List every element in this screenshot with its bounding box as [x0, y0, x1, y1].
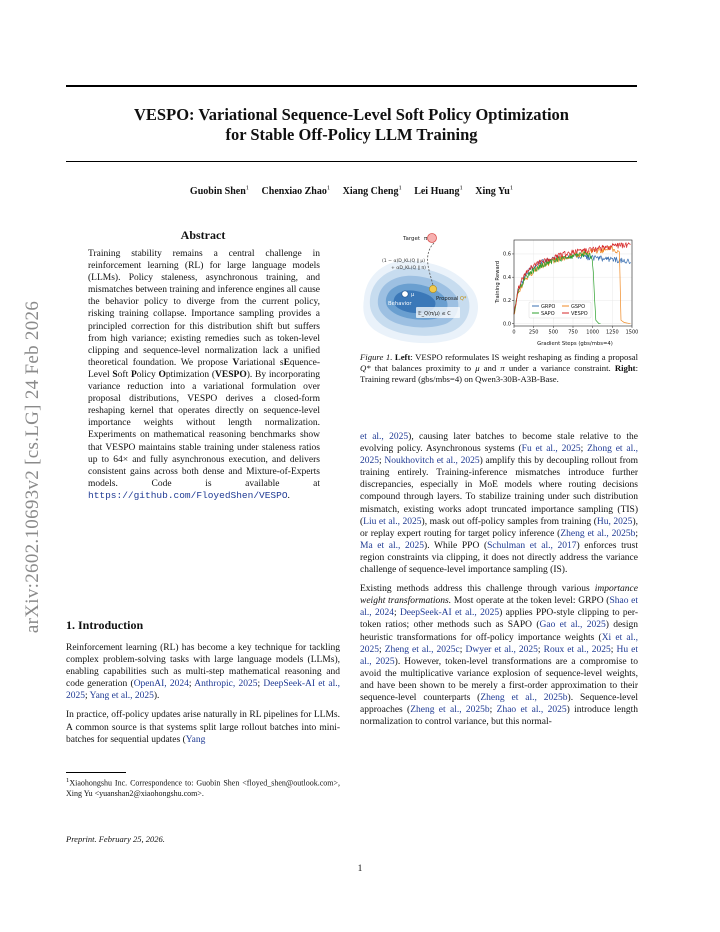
code-link[interactable]: https://github.com/FloyedShen/VESPO — [88, 489, 288, 501]
paper-title-line1: VESPO: Variational Sequence-Level Soft Policy Optimization — [134, 105, 569, 124]
citation[interactable]: Zheng et al., 2025b — [560, 528, 636, 539]
y-tick-label: 0.2 — [503, 298, 511, 305]
intro-body — [66, 642, 340, 746]
citation[interactable]: Liu et al., 2025 — [363, 516, 422, 527]
page-number: 1 — [357, 864, 363, 874]
author-list — [66, 185, 637, 197]
citation[interactable]: Hu et al., 2025 — [360, 644, 638, 667]
citation[interactable]: et al., 2025 — [360, 432, 409, 442]
y-tick-label: 0.0 — [503, 321, 511, 328]
footnote: $^1$Xiaohongshu Inc. Correspondence to: Guobin Shen <floyed_shen@outlook.com>, Xing Yu <yuanshan2@xiaohongshu.com>. — [66, 777, 340, 798]
x-axis-label: Gradient Steps (gbs/mbs=4) — [537, 341, 613, 347]
abstract-body — [88, 248, 320, 502]
citation[interactable]: DeepSeek-AI et al., 2025 — [66, 679, 340, 702]
title-rule-bottom — [66, 161, 637, 162]
chart-legend — [529, 302, 591, 318]
legend-label: SAPO — [541, 310, 555, 317]
author: Lei Huang$^1$ — [414, 185, 463, 198]
citation[interactable]: Fu et al., 2025 — [521, 444, 581, 455]
citation[interactable]: Hu, 2025 — [596, 516, 633, 527]
citation[interactable]: OpenAI, 2024 — [133, 679, 189, 690]
citation[interactable]: Roux et al., 2025 — [543, 644, 611, 655]
proposal-label: Proposal — [436, 296, 459, 302]
behavior-label: Behavior — [388, 301, 412, 307]
citation[interactable]: Dwyer et al., 2025 — [465, 644, 538, 655]
footnote-rule — [66, 772, 126, 773]
intro-paragraph-2: In practice, off-policy updates arise naturally in RL pipelines for LLMs. A common source is that systems split large rollout batches into mini-batches for sequential updates (Yang — [66, 710, 340, 745]
citation[interactable]: Schulman et al., 2017 — [487, 540, 577, 551]
target-point — [428, 234, 437, 243]
figure-diagram — [360, 227, 500, 347]
citation[interactable]: Zheng et al., 2025b — [410, 705, 490, 716]
citation[interactable]: DeepSeek-AI et al., 2025 — [399, 608, 500, 619]
title-rule-top — [66, 85, 637, 87]
citation[interactable]: Zheng et al., 2025b — [480, 692, 568, 703]
behavior-point — [402, 291, 408, 297]
y-axis-label: Training Reward — [495, 260, 501, 304]
figure-caption: Figure 1. Left: VESPO reformulates IS weight reshaping as finding a proposal Q* that balances proximity to μ and π under a variance constraint. Right: Training reward (gbs/mbs=4) on Qwen3-30B-A3B-Base. — [360, 352, 638, 384]
paper-title-line2: for Stable Off-Policy LLM Training — [225, 125, 478, 144]
objective-formula-2: + αD_KL(Q ∥ π) — [391, 266, 426, 271]
x-tick-label: 0 — [512, 329, 516, 336]
chart-axes — [503, 240, 638, 336]
objective-formula-1: (1 − α)D_KL(Q ∥ μ) — [382, 259, 426, 264]
target-symbol: π — [424, 236, 428, 242]
author: Xiang Cheng$^1$ — [342, 185, 402, 198]
abstract-text: Training stability remains a central challenge in reinforcement learning (RL) for large language models (LLMs). Policy staleness, asynchronous training, and mismatches between training and inference engines all cause the behavior policy to diverge from the current policy, risking training collapse. Importance sampling provides a principled correction for this distribution shift but suffers from high variance; existing remedies such as token-level clipping and sequence-level normalization lack a unified theoretical foundation. We propose Variational sEquence-Level Soft Policy Optimization (VESPO). By incorporating variance reduction into a variational formulation over proposal distributions, VESPO derives a closed-form reshaping kernel that operates directly on sequence-level importance weights without length normalization. Experiments on mathematical reasoning benchmarks show that VESPO maintains stable training under staleness ratios up to 64× and fully asynchronous execution, and delivers consistent gains across both dense and Mixture-of-Experts models. Code is available at https://github.com/FloyedShen/VESPO. — [88, 249, 320, 501]
legend-label: GRPO — [541, 303, 556, 310]
citation[interactable]: Yang et al., 2025 — [89, 691, 154, 702]
citation[interactable]: Shao et al., 2024 — [360, 596, 638, 619]
variance-constraint: 𝔼_Q(π/μ) ≤ C — [418, 311, 451, 317]
behavior-symbol: μ — [411, 292, 415, 298]
right-paragraph-1: et al., 2025), causing later batches to become stale relative to the evolving policy. Asynchronous systems (Fu et al., 2025; Zhong et al., 2025; Noukhovitch et al., 2025) amplify this by decoupling rollout from training entirely. Training-inference mismatches introduce further discrepancies, especially in MoE models where routing decisions compound through layers. To stabilize training under such distribution mismatch, existing works adopt truncated importance sampling (TIS) (Liu et al., 2025), mask out off-policy samples from training (Hu, 2025), or replay expert routing for target policy inference (Zheng et al., 2025b; Ma et al., 2025). While PPO (Schulman et al., 2017) enforces trust region constraints via clipping, it does not directly address the variance challenge of sequence-level importance sampling (IS). — [360, 432, 639, 576]
y-tick-label: 0.4 — [503, 274, 511, 281]
citation[interactable]: Yang — [185, 734, 206, 745]
citation[interactable]: Zhong et al., 2025 — [360, 444, 639, 467]
citation[interactable]: Zhao et al., 2025 — [496, 705, 567, 716]
preprint-note: Preprint. February 25, 2026. — [66, 834, 165, 844]
y-tick-label: 0.6 — [503, 251, 511, 258]
x-tick-label: 1500 — [625, 329, 638, 336]
right-column-body — [360, 431, 638, 728]
citation[interactable]: Ma et al., 2025 — [360, 540, 425, 551]
legend-label: VESPO — [571, 310, 588, 317]
x-tick-label: 500 — [548, 329, 559, 336]
intro-heading: 1. Introduction — [66, 618, 144, 632]
citation[interactable]: Gao et al., 2025 — [539, 620, 606, 631]
right-paragraph-2: Existing methods address this challenge through various importance weight transformations. Most operate at the token level: GRPO (Shao et al., 2024; DeepSeek-AI et al., 2025) applies PPO-style clipping to per-token ratios; other methods such as SAPO (Gao et al., 2025) design heuristic transformations for off-policy importance weights (Xi et al., 2025; Zheng et al., 2025c; Dwyer et al., 2025; Roux et al., 2025; Hu et al., 2025). However, token-level transformations are a compromise to avoid the multiplicative variance explosion of sequence-level weights, and have been shown to be merely a first-order approximation to their sequence-level counterparts (Zheng et al., 2025b). Sequence-level approaches (Zheng et al., 2025b; Zhao et al., 2025) introduce length normalization to control variance, but this normal- — [360, 584, 639, 728]
citation[interactable]: Noukhovitch et al., 2025 — [384, 456, 480, 467]
x-tick-label: 750 — [568, 329, 578, 336]
x-tick-label: 1000 — [586, 329, 600, 336]
citation[interactable]: Anthropic, 2025 — [194, 679, 258, 690]
target-label: Target — [403, 236, 421, 242]
proposal-point — [429, 285, 436, 292]
x-tick-label: 250 — [528, 329, 539, 336]
author: Guobin Shen$^1$ — [189, 185, 250, 198]
author: Chenxiao Zhao$^1$ — [261, 185, 331, 198]
proposal-symbol: Q* — [460, 296, 467, 302]
citation[interactable]: Xi et al., 2025 — [360, 632, 638, 655]
legend-label: GSPO — [571, 303, 585, 310]
training-reward-chart — [492, 232, 638, 348]
citation[interactable]: Zheng et al., 2025c — [384, 644, 460, 655]
x-tick-label: 1250 — [605, 329, 619, 336]
arxiv-identifier: arXiv:2602.10693v2 [cs.LG] 24 Feb 2026 — [22, 300, 43, 634]
author: Xing Yu$^1$ — [475, 185, 514, 198]
intro-paragraph-1: Reinforcement learning (RL) has become a key technique for tackling complex problem-solving tasks with large language models (LLMs), enabling capabilities such as multi-step mathematical reasoning and code generation (OpenAI, 2024; Anthropic, 2025; DeepSeek-AI et al., 2025; Yang et al., 2025). — [66, 643, 340, 702]
abstract-heading: Abstract — [180, 228, 226, 242]
